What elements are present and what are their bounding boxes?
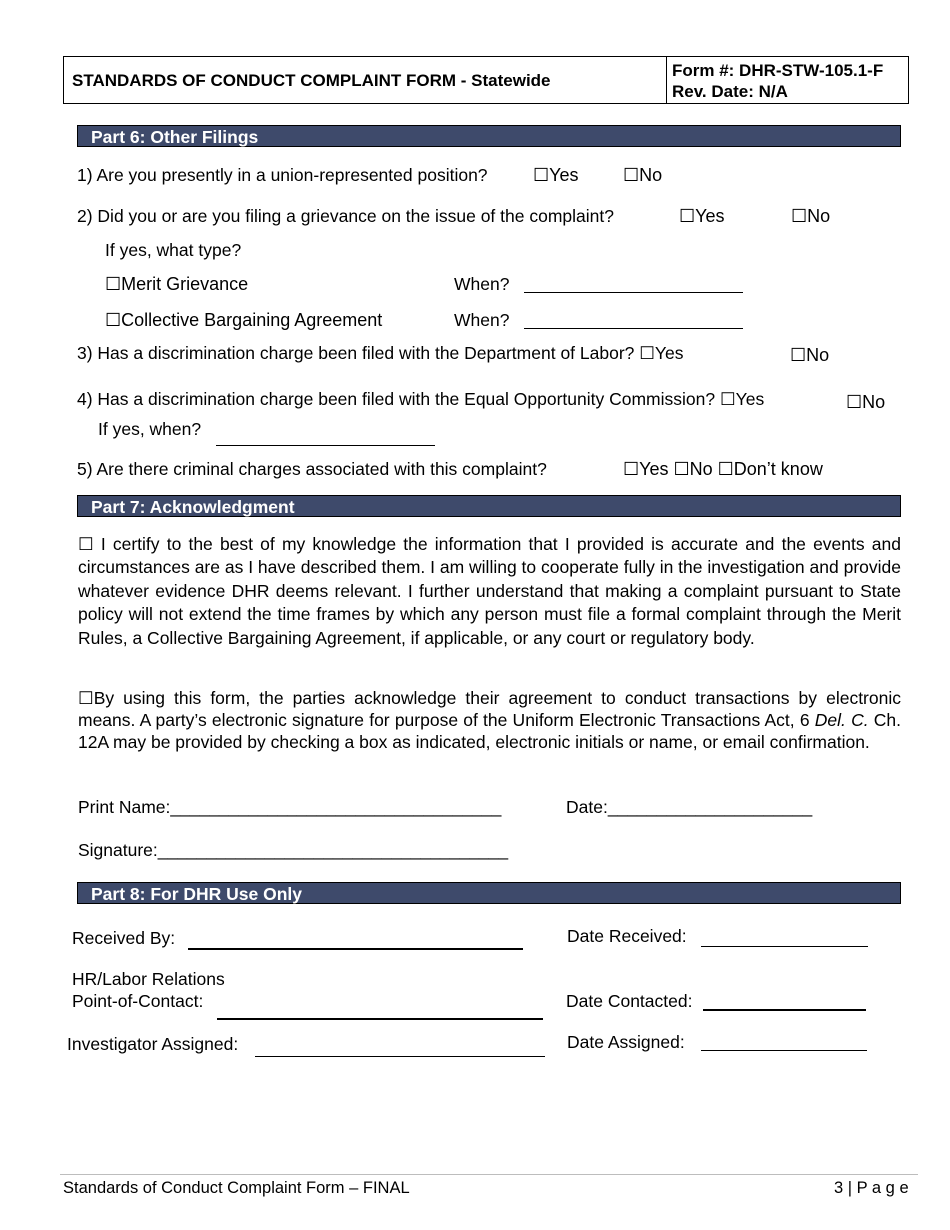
q2-yes-checkbox[interactable]: ☐Yes: [679, 206, 725, 226]
q2-if-yes-label: If yes, what type?: [105, 240, 242, 260]
investigator-label: Investigator Assigned:: [67, 1034, 239, 1054]
hr-contact-label-line2: Point-of-Contact:: [72, 991, 204, 1011]
esign-citation: Del. C.: [814, 710, 869, 730]
part7-heading: Part 7: Acknowledgment: [91, 497, 295, 517]
footer-divider: [60, 1174, 918, 1175]
part7-heading-bar: [77, 495, 901, 517]
q2-text: 2) Did you or are you filing a grievance on the issue of the complaint?: [77, 206, 614, 226]
q3-no-checkbox[interactable]: ☐No: [790, 345, 830, 365]
received-by-field[interactable]: [188, 948, 523, 950]
footer-title: Standards of Conduct Complaint Form – FINAL: [63, 1179, 410, 1197]
q1-yes-checkbox[interactable]: ☐Yes: [533, 165, 579, 185]
q1-no-checkbox[interactable]: ☐No: [623, 165, 663, 185]
form-number: Form #: DHR-STW-105.1-F: [672, 61, 884, 80]
q3-text: 3) Has a discrimination charge been filed with the Department of Labor? ☐Yes: [77, 343, 684, 363]
signature-field[interactable]: Signature:____________________________________: [78, 840, 509, 860]
certify-statement[interactable]: ☐ I certify to the best of my knowledge the information that I provided is accurate and the events and circumstances are as I have described them. I am willing to cooperate fully in the investigation and provide whatever evidence DHR deems relevant. I further understand that making a complaint pursuant to State policy will not extend the time frames by which any person must file a formal complaint through the Merit Rules, a Collective Bargaining Agreement, if applicable, or any court or regulatory body.: [78, 534, 901, 648]
part8-heading: Part 8: For DHR Use Only: [91, 884, 303, 904]
page-number: 3 | P a g e: [834, 1179, 909, 1197]
q4-when-label: If yes, when?: [98, 419, 202, 439]
form-title: STANDARDS OF CONDUCT COMPLAINT FORM - Statewide: [72, 71, 551, 90]
q4-when-field[interactable]: [216, 445, 435, 446]
date-assigned-field[interactable]: [701, 1050, 867, 1051]
hr-contact-field[interactable]: [217, 1018, 543, 1020]
esign-statement[interactable]: [78, 687, 901, 753]
form-meta: [672, 60, 883, 102]
part8-heading-bar: [77, 882, 901, 904]
investigator-field[interactable]: [255, 1056, 545, 1057]
date-received-label: Date Received:: [567, 926, 687, 946]
merit-when-label: When?: [454, 274, 510, 294]
esign-text-a: ☐By using this form, the parties acknowledge their agreement to conduct transactions by electronic means. A party’s electronic signature for purpose of the Uniform Electronic Transactions Act, 6: [78, 688, 901, 730]
merit-grievance-checkbox[interactable]: ☐Merit Grievance: [105, 274, 249, 294]
cba-checkbox[interactable]: ☐Collective Bargaining Agreement: [105, 310, 383, 330]
part6-heading: Part 6: Other Filings: [91, 127, 259, 147]
cba-when-field[interactable]: [524, 328, 743, 329]
date-field[interactable]: Date:_____________________: [566, 797, 813, 817]
q1-text: 1) Are you presently in a union-represented position?: [77, 165, 488, 185]
header-divider: [666, 57, 667, 103]
q5-text: 5) Are there criminal charges associated with this complaint?: [77, 459, 547, 479]
cba-when-label: When?: [454, 310, 510, 330]
form-header: [63, 56, 909, 104]
print-name-field[interactable]: Print Name:__________________________________: [78, 797, 502, 817]
rev-date: Rev. Date: N/A: [672, 82, 788, 101]
part6-heading-bar: [77, 125, 901, 147]
date-assigned-label: Date Assigned:: [567, 1032, 685, 1052]
received-by-label: Received By:: [72, 928, 176, 948]
hr-contact-label-line1: HR/Labor Relations: [72, 969, 225, 989]
date-received-field[interactable]: [701, 946, 868, 947]
q5-options-checkboxes[interactable]: ☐Yes ☐No ☐Don’t know: [623, 459, 823, 479]
q4-no-checkbox[interactable]: ☐No: [846, 392, 886, 412]
date-contacted-label: Date Contacted:: [566, 991, 693, 1011]
esign-text-b: Ch. 12A may be provided by checking a box as indicated, electronic initials or name, or email confirmation.: [78, 710, 902, 752]
q4-text: 4) Has a discrimination charge been filed with the Equal Opportunity Commission? ☐Yes: [77, 389, 765, 409]
merit-when-field[interactable]: [524, 292, 743, 293]
q2-no-checkbox[interactable]: ☐No: [791, 206, 831, 226]
date-contacted-field[interactable]: [703, 1009, 866, 1011]
